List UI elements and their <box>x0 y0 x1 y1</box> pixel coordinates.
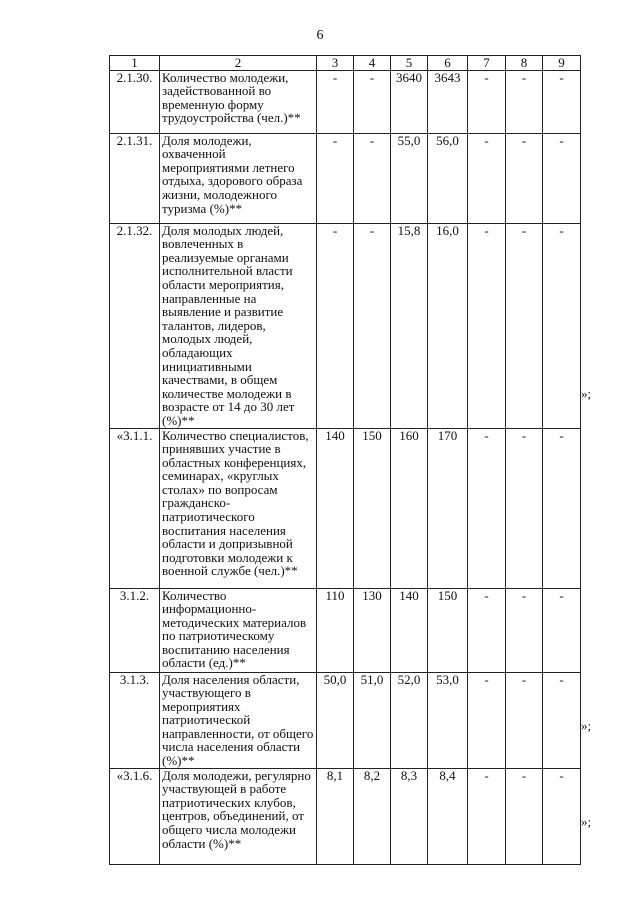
table-row <box>110 672 581 768</box>
cell-value: - <box>317 133 354 223</box>
column-header: 4 <box>354 56 391 71</box>
row-description: Доля молодых людей, вовлеченных в реализуемые органами исполнительной власти области мероприятия, направленные на выявление и развитие талантов, лидеров, молодых людей, обладающих инициативными качествами, в общем количестве молодежи в возрасте от 14 до 30 лет (%)** <box>160 223 317 428</box>
cell-value: 8,2 <box>354 768 391 864</box>
cell-value: 150 <box>354 428 391 588</box>
row-description: Доля молодежи, охваченной мероприятиями летнего отдыха, здорового образа жизни, молодежного туризма (%)** <box>160 133 317 223</box>
cell-value: - <box>317 70 354 133</box>
cell-value: - <box>468 588 506 672</box>
column-header: 5 <box>391 56 428 71</box>
cell-value: 150 <box>428 588 468 672</box>
cell-value: 160 <box>391 428 428 588</box>
table-row <box>110 768 581 864</box>
cell-value: 8,4 <box>428 768 468 864</box>
cell-value: - <box>354 70 391 133</box>
row-description: Доля молодежи, регулярно участвующей в работе патриотических клубов, центров, объединений, от общего числа молодежи области (%)** <box>160 768 317 864</box>
cell-value: 130 <box>354 588 391 672</box>
row-number: 2.1.30. <box>110 70 160 133</box>
cell-value: - <box>317 223 354 428</box>
cell-value: - <box>468 768 506 864</box>
column-header: 7 <box>468 56 506 71</box>
cell-value: 170 <box>428 428 468 588</box>
row-number: 3.1.3. <box>110 672 160 768</box>
header-row <box>110 56 581 71</box>
cell-value: 3643 <box>428 70 468 133</box>
cell-value: 8,1 <box>317 768 354 864</box>
row-number: «3.1.1. <box>110 428 160 588</box>
table-row <box>110 223 581 428</box>
cell-value: 110 <box>317 588 354 672</box>
row-number: «3.1.6. <box>110 768 160 864</box>
cell-value: 51,0 <box>354 672 391 768</box>
row-description: Доля населения области, участвующего в мероприятиях патриотической направленности, от общего числа населения области (%)** <box>160 672 317 768</box>
cell-value: - <box>506 588 543 672</box>
table-row <box>110 588 581 672</box>
cell-value: - <box>468 70 506 133</box>
cell-value: - <box>543 70 581 133</box>
row-number: 2.1.31. <box>110 133 160 223</box>
cell-value: 53,0 <box>428 672 468 768</box>
cell-value: 140 <box>317 428 354 588</box>
cell-value: - <box>543 133 581 223</box>
cell-value: - <box>354 133 391 223</box>
cell-value: - <box>468 133 506 223</box>
cell-value: - <box>543 223 581 428</box>
cell-value: 16,0 <box>428 223 468 428</box>
closing-quote-mark: »; <box>581 386 592 401</box>
column-header: 1 <box>110 56 160 71</box>
cell-value: 55,0 <box>391 133 428 223</box>
cell-value: - <box>506 428 543 588</box>
cell-value: - <box>468 428 506 588</box>
cell-value: - <box>506 223 543 428</box>
indicators-table <box>109 55 581 865</box>
cell-value: - <box>468 672 506 768</box>
cell-value: 140 <box>391 588 428 672</box>
page-number: 6 <box>316 28 324 43</box>
cell-value: - <box>543 672 581 768</box>
column-header: 6 <box>428 56 468 71</box>
cell-value: 52,0 <box>391 672 428 768</box>
cell-value: - <box>543 768 581 864</box>
cell-value: 56,0 <box>428 133 468 223</box>
column-header: 8 <box>506 56 543 71</box>
table-row <box>110 70 581 133</box>
table-row <box>110 133 581 223</box>
cell-value: - <box>354 223 391 428</box>
cell-value: - <box>543 428 581 588</box>
cell-value: 50,0 <box>317 672 354 768</box>
cell-value: - <box>506 70 543 133</box>
column-header: 3 <box>317 56 354 71</box>
row-description: Количество молодежи, задействованной во временную форму трудоустройства (чел.)** <box>160 70 317 133</box>
closing-quote-mark: »; <box>581 718 592 733</box>
row-description: Количество информационно-методических материалов по патриотическому воспитанию населения области (ед.)** <box>160 588 317 672</box>
closing-quote-mark: »; <box>581 814 592 829</box>
row-description: Количество специалистов, принявших участие в областных конференциях, семинарах, «круглых столах» по вопросам гражданско-патриотического воспитания населения области и допризывной подготовки молодежи к военной службе (чел.)** <box>160 428 317 588</box>
column-header: 2 <box>160 56 317 71</box>
table-row <box>110 428 581 588</box>
cell-value: 3640 <box>391 70 428 133</box>
cell-value: - <box>506 133 543 223</box>
cell-value: 8,3 <box>391 768 428 864</box>
cell-value: 15,8 <box>391 223 428 428</box>
row-number: 2.1.32. <box>110 223 160 428</box>
column-header: 9 <box>543 56 581 71</box>
cell-value: - <box>468 223 506 428</box>
row-number: 3.1.2. <box>110 588 160 672</box>
cell-value: - <box>506 768 543 864</box>
cell-value: - <box>506 672 543 768</box>
cell-value: - <box>543 588 581 672</box>
